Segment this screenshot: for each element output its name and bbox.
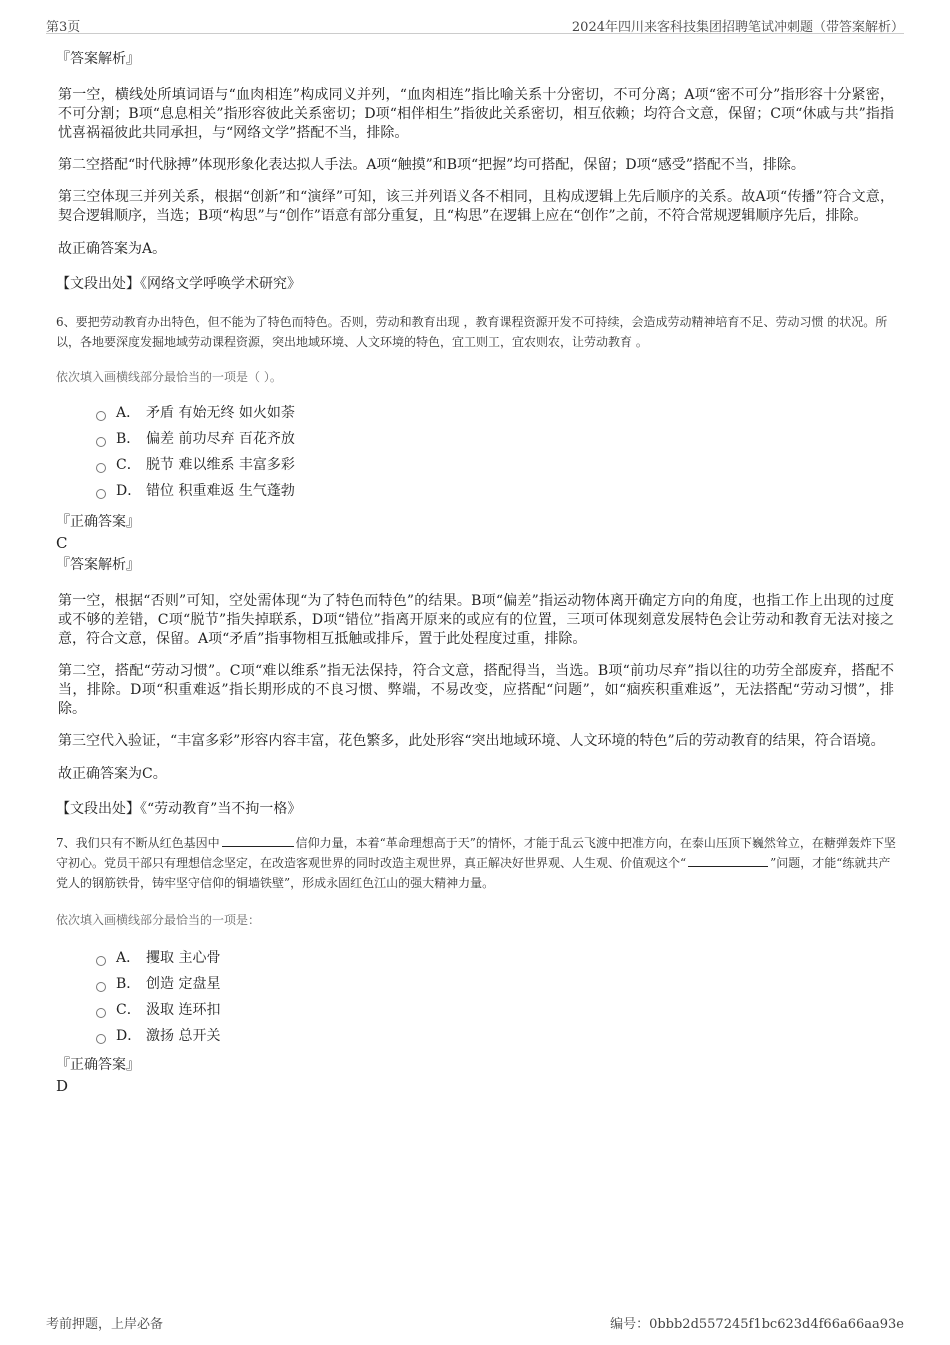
- radio-icon[interactable]: [96, 437, 106, 447]
- option-text: 创造 定盘星: [146, 976, 221, 992]
- option-key: A．: [116, 405, 141, 421]
- page-number: 第3页: [46, 20, 81, 35]
- question-7-prompt: 依次填入画横线部分最恰当的一项是：: [56, 913, 261, 927]
- radio-icon[interactable]: [96, 956, 106, 966]
- option-b[interactable]: [96, 971, 896, 997]
- analysis-paragraph-3: 第三空代入验证，“丰富多彩”形容内容丰富，花色繁多，此处形容“突出地域环境、人文环境的特色”后的劳动教育的结果，符合语境。: [58, 733, 885, 749]
- option-text: 脱节 难以维系 丰富多彩: [146, 457, 295, 473]
- radio-icon[interactable]: [96, 411, 106, 421]
- option-d[interactable]: [96, 478, 896, 504]
- option-key: A．: [116, 950, 141, 966]
- radio-icon[interactable]: [96, 1008, 106, 1018]
- question-7-text: [56, 833, 896, 893]
- radio-icon[interactable]: [96, 1034, 106, 1044]
- analysis-paragraph-2: 第二空搭配“时代脉搏”体现形象化表达拟人手法。A项“触摸”和B项“把握”均可搭配，保留；D项“感受”搭配不当，排除。: [58, 157, 805, 173]
- option-d[interactable]: [96, 1023, 896, 1049]
- analysis-paragraph-1: 第一空，横线处所填词语与“血肉相连”构成同义并列，“血肉相连”指比喻关系十分密切，不可分离；A项“密不可分”指形容十分紧密，不可分割；B项“息息相关”指形容彼此关系密切；D项“相伴相生”指彼此关系密切，相互依赖；均符合文意，保留；C项“休戚与共”指指忧喜祸福彼此共同承担，与“网络文学”搭配不当，排除。: [58, 87, 894, 141]
- option-text: 偏差 前功尽弃 百花齐放: [146, 431, 295, 447]
- option-text: 激扬 总开关: [146, 1028, 221, 1044]
- fill-blank-2: [688, 854, 768, 867]
- option-key: D．: [116, 483, 142, 499]
- question-7-text-part-3: ”问题，才能“练就共产党人的钢筋铁骨，铸牢坚守信仰的铜墙铁壁”，形成永固红色江山的强大精神力量。: [56, 856, 891, 890]
- option-key: B．: [116, 431, 141, 447]
- question-7-text-part-2: 信仰力量，本着“革命理想高于天”的情怀，才能于乱云飞渡中把准方向，在泰山压顶下巍然耸立，在糖弹轰炸下坚守初心。党员干部只有理想信念坚定，在改造客观世界的同时改造主观世界，真正解决好世界观、人生观、价值观这个“: [56, 836, 896, 870]
- document-id: 编号：0bbb2d557245f1bc623d4f66a66aa93e: [610, 1317, 904, 1332]
- correct-answer-label: 『正确答案』: [56, 1057, 140, 1073]
- option-c[interactable]: [96, 997, 896, 1023]
- conclusion: 故正确答案为C。: [58, 766, 167, 782]
- option-text: 汲取 连环扣: [146, 1002, 221, 1018]
- option-c[interactable]: [96, 452, 896, 478]
- option-text: 错位 积重难返 生气蓬勃: [146, 483, 295, 499]
- question-7-options: [96, 945, 896, 1049]
- radio-icon[interactable]: [96, 982, 106, 992]
- option-b[interactable]: [96, 426, 896, 452]
- option-key: C．: [116, 1002, 141, 1018]
- analysis-paragraph-1: 第一空，根据“否则”可知，空处需体现“为了特色而特色”的结果。B项“偏差”指运动物体离开确定方向的角度，也指工作上出现的过度或不够的差错，C项“脱节”指失掉联系，D项“错位”指离开原来的或应有的位置，三项可体现刻意发展特色会让劳动和教育无法对接之意，符合文意，保留。A项“矛盾”指事物相互抵触或排斥，置于此处程度过重，排除。: [58, 593, 894, 647]
- correct-answer: D: [56, 1077, 69, 1095]
- correct-answer: C: [56, 534, 68, 552]
- question-7-text-part-1: 7、我们只有不断从红色基因中: [56, 836, 220, 850]
- correct-answer-label: 『正确答案』: [56, 514, 140, 530]
- option-key: D．: [116, 1028, 142, 1044]
- document-title: 2024年四川来客科技集团招聘笔试冲刺题（带答案解析）: [571, 20, 904, 35]
- radio-icon[interactable]: [96, 489, 106, 499]
- footer-slogan: 考前押题，上岸必备: [46, 1317, 164, 1332]
- conclusion: 故正确答案为A。: [58, 241, 167, 257]
- analysis-paragraph-2: 第二空，搭配“劳动习惯”。C项“难以维系”指无法保持，符合文意，搭配得当，当选。B项“前功尽弃”指以往的功劳全部废弃，搭配不当，排除。D项“积重难返”指长期形成的不良习惯、弊端，不易改变，应搭配“问题”，如“痼疾积重难返”，无法搭配“劳动习惯”，排除。: [58, 663, 894, 717]
- radio-icon[interactable]: [96, 463, 106, 473]
- analysis-label: 『答案解析』: [56, 51, 140, 67]
- analysis-label: 『答案解析』: [56, 557, 140, 573]
- page-header: [46, 15, 904, 34]
- question-6-options: [96, 400, 896, 504]
- source-citation: 【文段出处】《“劳动教育”当不拘一格》: [56, 801, 302, 817]
- analysis-paragraph-3: 第三空体现三并列关系，根据“创新”和“演绎”可知，该三并列语义各不相同，且构成逻辑上先后顺序的关系。故A项“传播”符合文意，契合逻辑顺序，当选；B项“构思”与“创作”语意有部分重复，且“构思”在逻辑上应在“创作”之前，不符合常规逻辑顺序先后，排除。: [58, 189, 894, 224]
- option-a[interactable]: [96, 400, 896, 426]
- option-text: 攫取 主心骨: [146, 950, 221, 966]
- document-body: [56, 44, 896, 1096]
- option-a[interactable]: [96, 945, 896, 971]
- fill-blank-1: [222, 834, 294, 847]
- option-key: B．: [116, 976, 141, 992]
- option-text: 矛盾 有始无终 如火如荼: [146, 405, 295, 421]
- question-6-prompt: 依次填入画横线部分最恰当的一项是（ ）。: [56, 370, 282, 384]
- question-6-text: 6、要把劳动教育办出特色，但不能为了特色而特色。否则，劳动和教育出现 ，教育课程资源开发不可持续，会造成劳动精神培育不足、劳动习惯 的状况。所以，各地要深度发掘地域劳动课程资源，突出地域环境、人文环境的特色，宜工则工，宜农则农，让劳动教育 。: [56, 315, 888, 349]
- source-citation: 【文段出处】《网络文学呼唤学术研究》: [56, 276, 301, 292]
- option-key: C．: [116, 457, 141, 473]
